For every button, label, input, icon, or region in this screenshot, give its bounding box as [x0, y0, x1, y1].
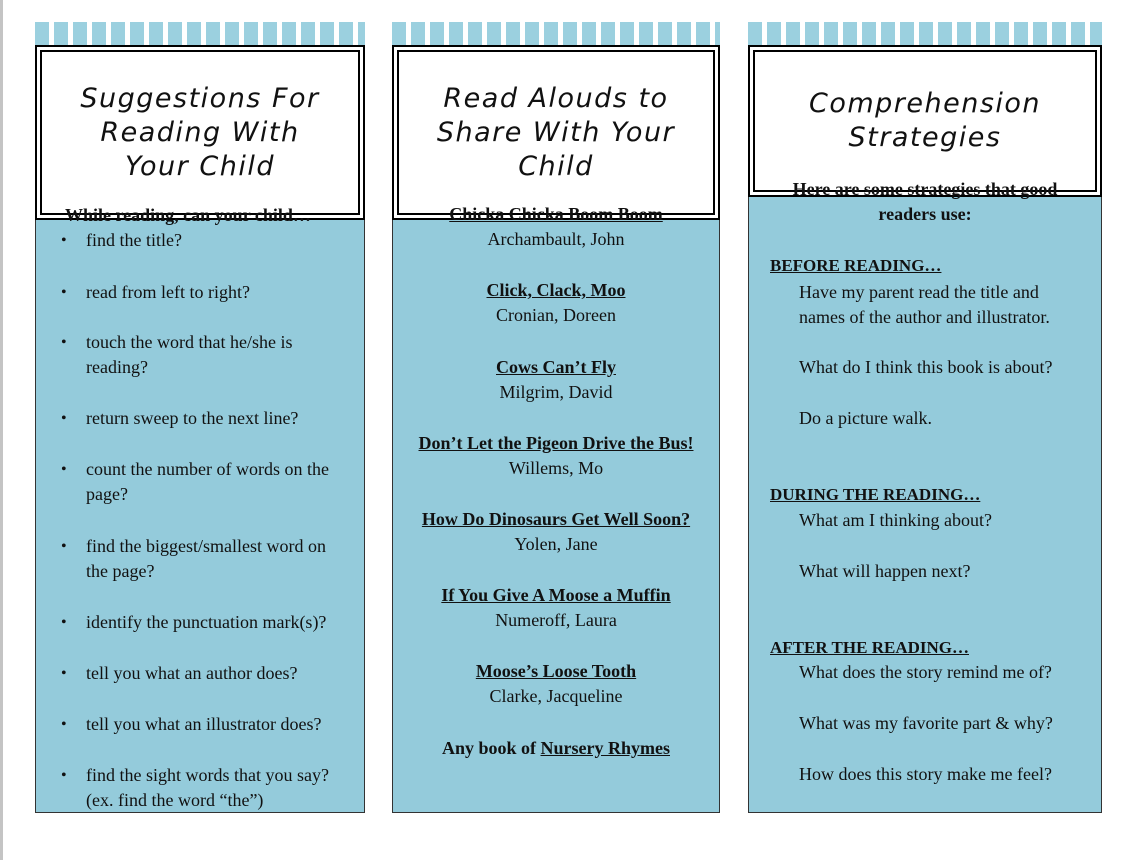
strategy-item: What does the story remind me of? — [799, 662, 1052, 682]
bullet-icon: • — [61, 284, 67, 301]
list-item: • find the biggest/smallest word on the page? — [61, 534, 361, 584]
bullet-icon: • — [61, 410, 67, 427]
book-title: Click, Clack, Moo — [486, 280, 626, 300]
read-alouds-column — [392, 22, 720, 813]
book-entry — [392, 278, 720, 328]
book-author: Willems, Mo — [508, 458, 604, 478]
column-title: Comprehension Strategies — [808, 88, 1042, 153]
strategy-item: What am I thinking about? — [799, 510, 992, 530]
bullet-icon: • — [61, 614, 67, 631]
book-title: How Do Dinosaurs Get Well Soon? — [421, 509, 691, 529]
title-box — [35, 45, 365, 220]
intro-line: Here are some strategies that good — [792, 179, 1058, 199]
strategy-item: Do a picture walk. — [799, 408, 932, 428]
book-entry — [392, 659, 720, 709]
book-author: Archambault, John — [487, 229, 625, 249]
striped-header-border — [35, 22, 365, 45]
bullet-icon: • — [61, 716, 67, 733]
title-box — [392, 45, 720, 220]
column-title: Suggestions For Reading With Your Child — [80, 82, 320, 182]
bullet-icon: • — [61, 538, 67, 555]
striped-header-border — [392, 22, 720, 45]
list-item: • find the sight words that you say? (ex. find the word “the”) — [61, 763, 361, 813]
striped-header-border — [748, 22, 1102, 45]
any-book-line — [392, 736, 720, 761]
strategy-item: What will happen next? — [799, 561, 971, 581]
list-item: • find the title? — [61, 228, 361, 253]
list-item: • return sweep to the next line? — [61, 406, 361, 431]
bullet-icon: • — [61, 232, 67, 249]
any-book-title: Nursery Rhymes — [540, 738, 670, 758]
title-frame — [397, 50, 715, 215]
before-reading-heading: BEFORE READING… — [770, 256, 942, 275]
title-frame — [753, 50, 1097, 192]
any-book-prefix: Any book of — [441, 738, 541, 758]
bullet-icon: • — [61, 767, 67, 784]
strategy-item: Have my parent read the title and names of the author and illustrator. — [799, 282, 1050, 327]
title-box — [748, 45, 1102, 197]
bullet-icon: • — [61, 665, 67, 682]
book-title: Chicka Chicka Boom Boom — [449, 204, 663, 224]
during-reading-heading: DURING THE READING… — [770, 485, 981, 504]
list-item: • tell you what an illustrator does? — [61, 712, 361, 737]
list-item: • read from left to right? — [61, 280, 361, 305]
bullet-icon: • — [61, 461, 67, 478]
bullet-icon: • — [61, 334, 67, 351]
strategy-item: How does this story make me feel? — [799, 764, 1052, 784]
page-edge — [0, 0, 3, 860]
comprehension-strategies-column — [748, 22, 1102, 813]
intro-text — [748, 177, 1102, 227]
column-title: Read Alouds to Share With Your Child — [436, 82, 676, 182]
reading-suggestions-column — [35, 22, 365, 813]
book-author: Numeroff, Laura — [495, 610, 617, 630]
book-title: Moose’s Loose Tooth — [475, 661, 637, 681]
list-item: • tell you what an author does? — [61, 661, 361, 686]
after-reading-heading: AFTER THE READING… — [770, 638, 969, 657]
book-entry — [392, 431, 720, 481]
list-item: • count the number of words on the page? — [61, 457, 361, 507]
book-author: Clarke, Jacqueline — [489, 686, 623, 706]
title-frame — [40, 50, 360, 215]
strategy-item: What do I think this book is about? — [799, 357, 1053, 377]
book-title: Cows Can’t Fly — [496, 357, 616, 377]
intro-line: readers use: — [878, 204, 972, 224]
book-entry — [392, 355, 720, 405]
list-item: • touch the word that he/she is reading? — [61, 330, 361, 380]
intro-text: While reading, can your child… — [65, 205, 311, 225]
book-author: Cronian, Doreen — [496, 305, 616, 325]
book-author: Yolen, Jane — [514, 534, 598, 554]
book-entry — [392, 202, 720, 252]
list-item: • identify the punctuation mark(s)? — [61, 610, 361, 635]
book-entry — [392, 507, 720, 557]
book-author: Milgrim, David — [499, 382, 613, 402]
book-title: If You Give A Moose a Muffin — [441, 585, 671, 605]
strategy-item: What was my favorite part & why? — [799, 713, 1053, 733]
book-title: Don’t Let the Pigeon Drive the Bus! — [418, 433, 694, 453]
book-entry — [392, 583, 720, 633]
